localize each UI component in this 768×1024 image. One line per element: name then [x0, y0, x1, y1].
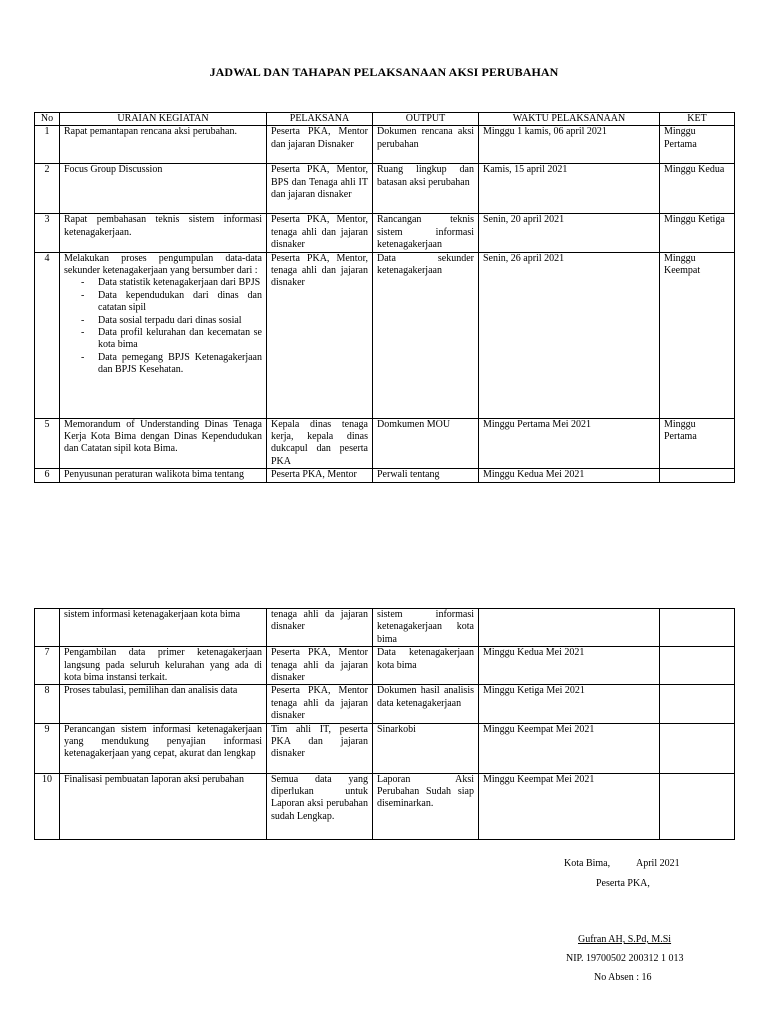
table-row [35, 214, 735, 252]
cell-ket [660, 609, 735, 647]
cell-uraian: Perancangan sistem informasi ketenagakerjaan yang mendukung penyajian informasi ketenagakerjaan yang cepat, akurat dan lengkap [60, 723, 267, 773]
cell-ket [660, 647, 735, 685]
data-source-list [64, 277, 262, 376]
cell-output: Laporan Aksi Perubahan Sudah siap diseminarkan. [373, 773, 479, 839]
schedule-table-continued [34, 608, 735, 840]
table-row [35, 647, 735, 685]
cell-no: 3 [35, 214, 60, 252]
schedule-table [34, 112, 735, 483]
header-waktu: WAKTU PELAKSANAAN [479, 113, 660, 126]
table-row [35, 609, 735, 647]
signature-absen: No Absen : 16 [594, 972, 652, 983]
table-row [35, 773, 735, 839]
cell-output: Sinarkobi [373, 723, 479, 773]
cell-waktu: Minggu Keempat Mei 2021 [479, 773, 660, 839]
cell-no [35, 609, 60, 647]
cell-output: Dokumen hasil analisis data ketenagakerjaan [373, 685, 479, 723]
table-row [35, 418, 735, 469]
cell-pelaksana: tenaga ahli da jajaran disnaker [267, 609, 373, 647]
table-row [35, 126, 735, 164]
cell-output: Domkumen MOU [373, 418, 479, 469]
cell-uraian-text: Melakukan proses pengumpulan data-data sekunder ketenagakerjaan yang bersumber dari : [64, 252, 262, 277]
signature-name: Gufran AH, S.Pd, M.Si [578, 934, 672, 945]
cell-waktu: Minggu Ketiga Mei 2021 [479, 685, 660, 723]
cell-output: Data ketenagakerjaan kota bima [373, 647, 479, 685]
cell-output: Ruang lingkup dan batasan aksi perubahan [373, 164, 479, 214]
table-header-row [35, 113, 735, 126]
header-ket: KET [660, 113, 735, 126]
list-item: - Data profil kelurahan dan kecematan se kota bima [98, 327, 262, 352]
cell-output: Rancangan teknis sistem informasi ketenagakerjaan [373, 214, 479, 252]
table-row [35, 685, 735, 723]
cell-ket [660, 723, 735, 773]
cell-uraian: Memorandum of Understanding Dinas Tenaga Kerja Kota Bima dengan Dinas Kependudukan dan Catatan sipil kota Bima. [60, 418, 267, 469]
cell-no: 7 [35, 647, 60, 685]
cell-waktu: Senin, 20 april 2021 [479, 214, 660, 252]
cell-waktu: Kamis, 15 april 2021 [479, 164, 660, 214]
cell-no: 8 [35, 685, 60, 723]
cell-waktu [479, 609, 660, 647]
cell-ket [660, 685, 735, 723]
cell-ket [660, 773, 735, 839]
cell-waktu: Minggu Kedua Mei 2021 [479, 469, 660, 483]
cell-ket: Minggu Keempat [660, 252, 735, 418]
cell-pelaksana: Peserta PKA, Mentor dan jajaran Disnaker [267, 126, 373, 164]
list-item: - Data statistik ketenagakerjaan dari BPJS [98, 277, 262, 289]
header-no: No [35, 113, 60, 126]
cell-no: 2 [35, 164, 60, 214]
cell-uraian: Finalisasi pembuatan laporan aksi perubahan [60, 773, 267, 839]
header-output: OUTPUT [373, 113, 479, 126]
cell-output: Dokumen rencana aksi perubahan [373, 126, 479, 164]
cell-no: 1 [35, 126, 60, 164]
cell-ket: Minggu Ketiga [660, 214, 735, 252]
signature-date: April 2021 [636, 858, 680, 869]
list-item: - Data pemegang BPJS Ketenagakerjaan dan BPJS Kesehatan. [98, 352, 262, 377]
cell-waktu: Senin, 26 april 2021 [479, 252, 660, 418]
cell-waktu: Minggu Kedua Mei 2021 [479, 647, 660, 685]
cell-pelaksana: Peserta PKA, Mentor, BPS dan Tenaga ahli IT dan jajaran disnaker [267, 164, 373, 214]
cell-ket [660, 469, 735, 483]
cell-pelaksana: Peserta PKA, Mentor [267, 469, 373, 483]
cell-uraian [60, 252, 267, 418]
cell-no: 4 [35, 252, 60, 418]
cell-pelaksana: Kepala dinas tenaga kerja, kepala dinas dukcapul dan peserta PKA [267, 418, 373, 469]
cell-output: sistem informasi ketenagakerjaan kota bima [373, 609, 479, 647]
list-item: - Data kependudukan dari dinas dan catatan sipil [98, 290, 262, 315]
document-title: JADWAL DAN TAHAPAN PELAKSANAAN AKSI PERUBAHAN [209, 65, 559, 79]
header-uraian: URAIAN KEGIATAN [60, 113, 267, 126]
cell-waktu: Minggu Pertama Mei 2021 [479, 418, 660, 469]
table-row [35, 469, 735, 483]
cell-pelaksana: Semua data yang diperlukan untuk Laporan aksi perubahan sudah Lengkap. [267, 773, 373, 839]
cell-uraian: Proses tabulasi, pemilihan dan analisis data [60, 685, 267, 723]
table-row [35, 252, 735, 418]
cell-ket: Minggu Kedua [660, 164, 735, 214]
cell-waktu: Minggu Keempat Mei 2021 [479, 723, 660, 773]
cell-pelaksana: Peserta PKA, Mentor, tenaga ahli dan jajaran disnaker [267, 214, 373, 252]
header-pelaksana: PELAKSANA [267, 113, 373, 126]
cell-output: Perwali tentang [373, 469, 479, 483]
table-row [35, 723, 735, 773]
cell-ket: Minggu Pertama [660, 126, 735, 164]
cell-pelaksana: Peserta PKA, Mentor, tenaga ahli dan jajaran disnaker [267, 252, 373, 418]
cell-uraian: Penyusunan peraturan walikota bima tentang [60, 469, 267, 483]
cell-output: Data sekunder ketenagakerjaan [373, 252, 479, 418]
cell-no: 9 [35, 723, 60, 773]
cell-ket: Minggu Pertama [660, 418, 735, 469]
cell-uraian: Rapat pembahasan teknis sistem informasi ketenagakerjaan. [60, 214, 267, 252]
cell-waktu: Minggu 1 kamis, 06 april 2021 [479, 126, 660, 164]
signature-place: Kota Bima, [564, 858, 611, 869]
signature-role: Peserta PKA, [596, 878, 650, 889]
cell-uraian: Rapat pemantapan rencana aksi perubahan. [60, 126, 267, 164]
list-item: - Data sosial terpadu dari dinas sosial [98, 315, 262, 327]
cell-no: 6 [35, 469, 60, 483]
cell-no: 5 [35, 418, 60, 469]
cell-uraian: Focus Group Discussion [60, 164, 267, 214]
table-row [35, 164, 735, 214]
cell-pelaksana: Peserta PKA, Mentor tenaga ahli da jajaran disnaker [267, 647, 373, 685]
cell-no: 10 [35, 773, 60, 839]
cell-uraian: sistem informasi ketenagakerjaan kota bima [60, 609, 267, 647]
signature-nip: NIP. 19700502 200312 1 013 [566, 953, 684, 964]
cell-pelaksana: Tim ahli IT, peserta PKA dan jajaran disnaker [267, 723, 373, 773]
cell-pelaksana: Peserta PKA, Mentor tenaga ahli da jajaran disnaker [267, 685, 373, 723]
cell-uraian: Pengambilan data primer ketenagakerjaan langsung pada seluruh kelurahan yang ada di kota bima instansi terkait. [60, 647, 267, 685]
